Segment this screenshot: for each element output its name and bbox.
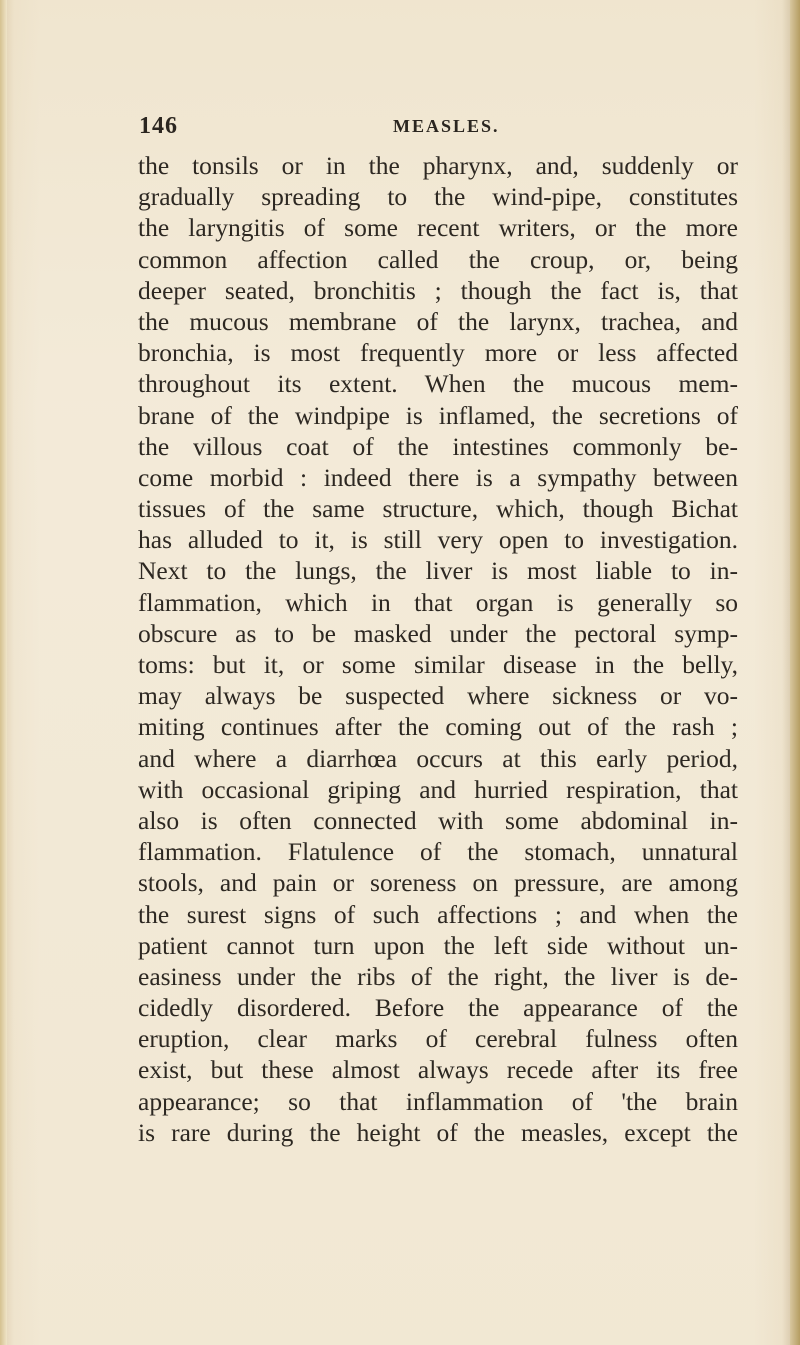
page-edge-right — [790, 0, 800, 1345]
text-line: miting continues after the coming out of the rash ; — [138, 712, 738, 742]
text-line: the mucous membrane of the larynx, trachea, and — [138, 306, 738, 336]
text-line: flammation, which in that organ is generally so — [138, 587, 738, 617]
text-line: gradually spreading to the wind-pipe, constitutes — [138, 182, 738, 212]
running-head — [0, 113, 800, 143]
text-line: patient cannot turn upon the left side without un- — [138, 930, 738, 960]
text-line: toms: but it, or some similar disease in the belly, — [138, 650, 738, 679]
page-edge-left — [0, 0, 7, 1345]
text-line: brane of the windpipe is inflamed, the secretions of — [138, 400, 738, 430]
text-line: the surest signs of such affections ; and when the — [138, 899, 738, 929]
text-line: the villous coat of the intestines commonly be- — [138, 431, 738, 461]
body-text — [138, 150, 738, 1148]
text-line: Next to the lungs, the liver is most liable to in- — [138, 556, 738, 586]
text-line: obscure as to be masked under the pectoral symp- — [138, 618, 738, 648]
page-number: 146 — [139, 113, 178, 139]
text-line: the laryngitis of some recent writers, or the more — [138, 213, 738, 243]
text-line: and where a diarrhœa occurs at this early period, — [138, 743, 738, 773]
text-line: the tonsils or in the pharynx, and, suddenly or — [138, 151, 738, 180]
text-line: eruption, clear marks of cerebral fulness often — [138, 1024, 738, 1054]
text-line: exist, but these almost always recede after its free — [138, 1055, 738, 1085]
text-line: appearance; so that inflammation of 'the brain — [138, 1086, 738, 1116]
text-line: is rare during the height of the measles, except the — [138, 1117, 738, 1147]
text-line: flammation. Flatulence of the stomach, unnatural — [138, 837, 738, 867]
text-line: with occasional griping and hurried respiration, that — [138, 774, 738, 804]
text-line: also is often connected with some abdominal in- — [138, 805, 738, 835]
text-line: bronchia, is most frequently more or less affected — [138, 338, 738, 368]
text-line: throughout its extent. When the mucous mem- — [138, 369, 738, 399]
text-line: tissues of the same structure, which, though Bichat — [138, 494, 738, 524]
text-line: cidedly disordered. Before the appearance of the — [138, 993, 738, 1023]
text-line: deeper seated, bronchitis ; though the fact is, that — [138, 275, 738, 305]
text-line: has alluded to it, is still very open to investigation. — [138, 525, 738, 555]
running-title: MEASLES. — [393, 116, 500, 136]
text-line: may always be suspected where sickness or vo- — [138, 681, 738, 711]
text-line: easiness under the ribs of the right, the liver is de- — [138, 961, 738, 991]
text-line: common affection called the croup, or, being — [138, 244, 738, 274]
text-line: stools, and pain or soreness on pressure, are among — [138, 868, 738, 898]
text-line: come morbid : indeed there is a sympathy between — [138, 462, 738, 492]
